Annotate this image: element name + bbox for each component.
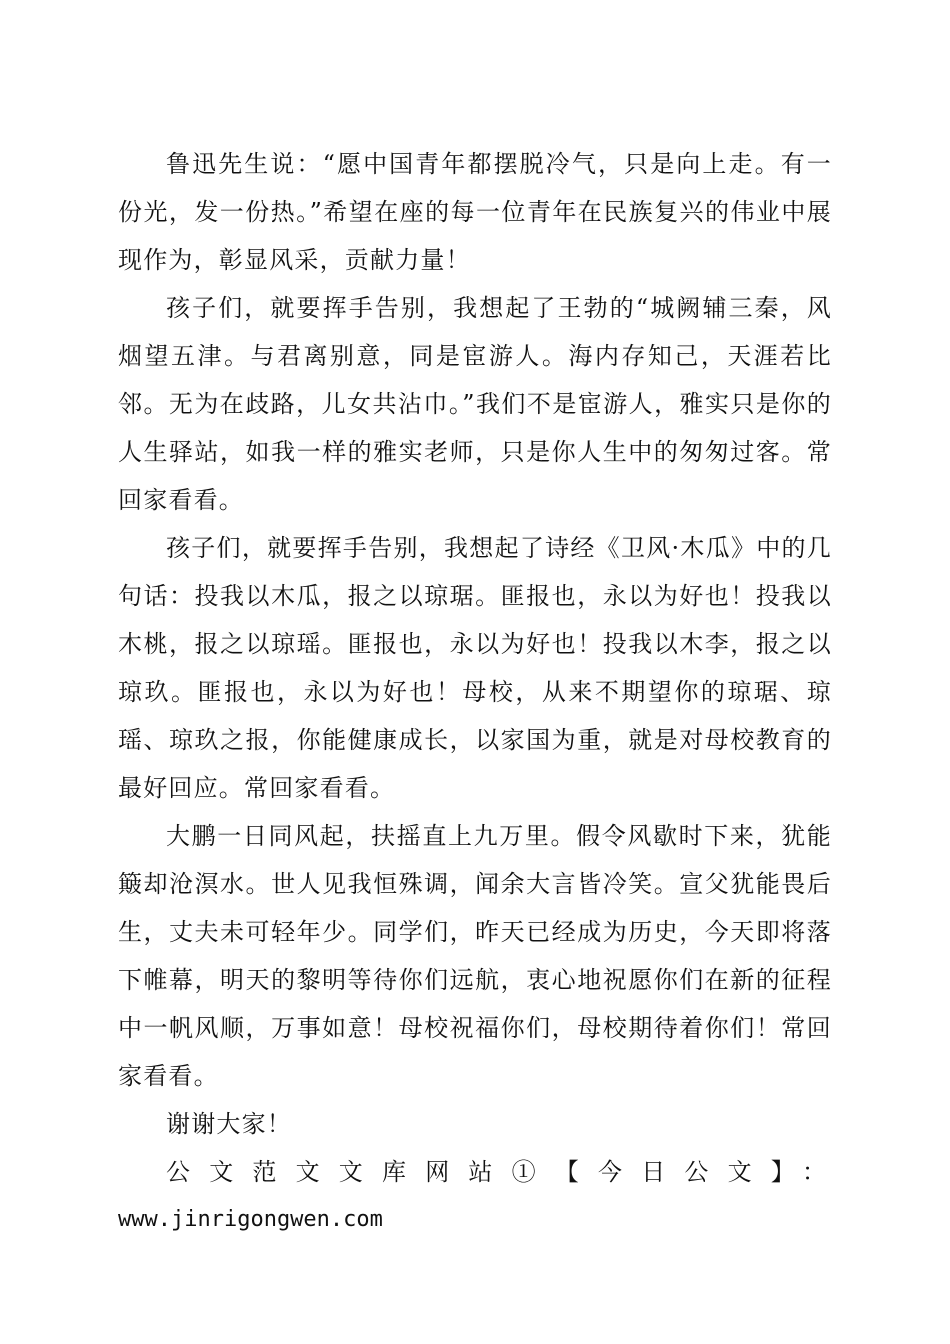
paragraph-shijing-mugua: 孩子们，就要挥手告别，我想起了诗经《卫风·木瓜》中的几句话：投我以木瓜，报之以琼琚。匪报也，永以为好也！投我以木桃，报之以琼瑶。匪报也，永以为好也！投我以木李，报之以琼玖。匪报也，永以为好也！母校，从来不期望你的琼琚、琼瑶、琼玖之报，你能健康成长，以家国为重，就是对母校教育的最好回应。常回家看看。 [118, 534, 832, 802]
paragraph-thanks: 谢谢大家！ [166, 1110, 292, 1138]
paragraph-luxun-quote: 鲁迅先生说：“愿中国青年都摆脱冷气，只是向上走。有一份光，发一份热。”希望在座的每一位青年在民族复兴的伟业中展现作为，彰显风采，贡献力量！ [118, 150, 832, 274]
footer-site-url[interactable]: www.jinrigongwen.com [118, 1207, 383, 1232]
document-body [118, 140, 832, 1244]
paragraph-wangbo-poem: 孩子们，就要挥手告别，我想起了王勃的“城阙辅三秦，风烟望五津。与君离别意，同是宦游人。海内存知己，天涯若比邻。无为在歧路，儿女共沾巾。”我们不是宦游人，雅实只是你的人生驿站，如我一样的雅实老师，只是你人生中的匆匆过客。常回家看看。 [118, 294, 832, 514]
paragraph-dapeng-poem: 大鹏一日同风起，扶摇直上九万里。假令风歇时下来，犹能簸却沧溟水。世人见我恒殊调，闻余大言皆冷笑。宣父犹能畏后生，丈夫未可轻年少。同学们，昨天已经成为历史，今天即将落下帷幕，明天的黎明等待你们远航，衷心地祝愿你们在新的征程中一帆风顺，万事如意！母校祝福你们，母校期待着你们！常回家看看。 [118, 822, 832, 1090]
footer-site-label: 公文范文文库网站①【今日公文】： [166, 1158, 832, 1186]
